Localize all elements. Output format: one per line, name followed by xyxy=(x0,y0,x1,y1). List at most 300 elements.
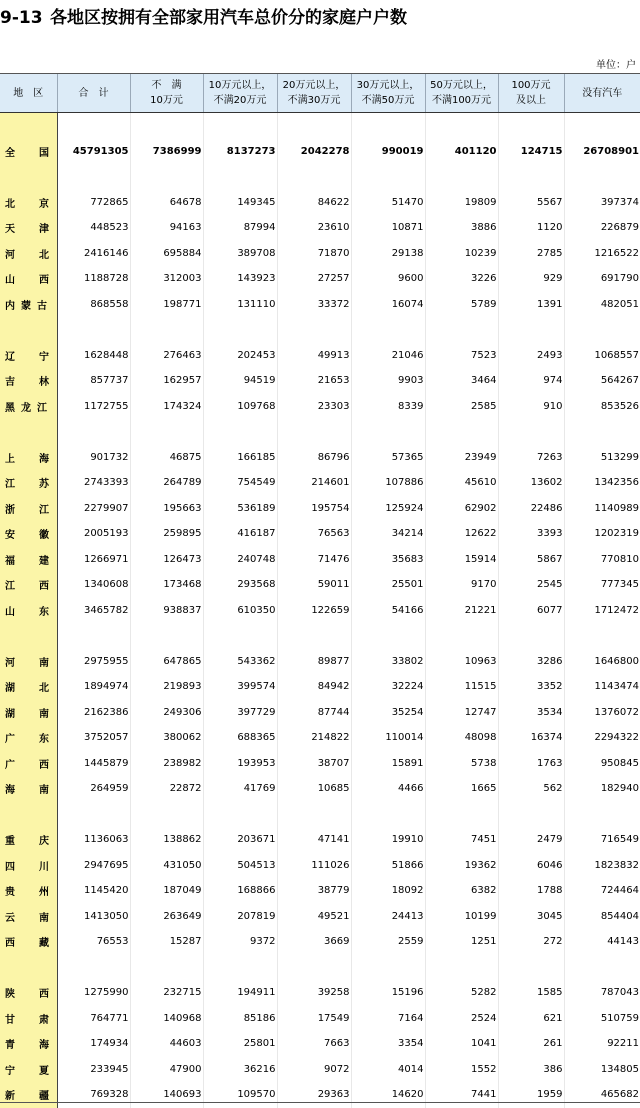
value-cell: 27257 xyxy=(277,266,351,292)
column-header xyxy=(57,74,130,113)
value-cell: 87744 xyxy=(277,700,351,726)
value-cell: 3045 xyxy=(498,904,564,930)
region-label: 天津 xyxy=(5,224,73,235)
value-cell: 203671 xyxy=(203,827,277,853)
value-cell: 22872 xyxy=(130,776,203,802)
region-name xyxy=(0,139,57,165)
region-label: 湖北 xyxy=(5,683,73,694)
region-name xyxy=(0,368,57,394)
value-cell: 9903 xyxy=(351,368,425,394)
value-cell: 15196 xyxy=(351,980,425,1006)
table-row xyxy=(0,445,640,471)
page-title xyxy=(0,3,407,28)
value-cell: 380062 xyxy=(130,725,203,751)
spacer-row xyxy=(0,955,640,981)
value-cell: 397374 xyxy=(564,190,640,216)
region-label: 江西 xyxy=(5,581,73,592)
value-cell: 219893 xyxy=(130,674,203,700)
value-cell: 240748 xyxy=(203,547,277,573)
value-cell: 47141 xyxy=(277,827,351,853)
table-bottom-rule xyxy=(0,1102,640,1103)
value-cell: 764771 xyxy=(57,1006,130,1032)
value-cell-empty xyxy=(130,802,203,828)
region-label: 辽宁 xyxy=(5,352,73,363)
value-cell-empty xyxy=(498,317,564,343)
region-label: 新疆 xyxy=(5,1091,73,1102)
value-cell: 85186 xyxy=(203,1006,277,1032)
value-cell: 32224 xyxy=(351,674,425,700)
region-label: 西藏 xyxy=(5,938,73,949)
value-cell-empty xyxy=(351,113,425,139)
value-cell-empty xyxy=(203,802,277,828)
value-cell: 125924 xyxy=(351,496,425,522)
value-cell: 15914 xyxy=(425,547,498,573)
value-cell: 226879 xyxy=(564,215,640,241)
value-cell: 8339 xyxy=(351,394,425,420)
value-cell: 149345 xyxy=(203,190,277,216)
value-cell-empty xyxy=(277,623,351,649)
value-cell: 6077 xyxy=(498,598,564,624)
region-label: 黑龙江 xyxy=(5,403,53,414)
region-name xyxy=(0,572,57,598)
table-row xyxy=(0,776,640,802)
value-cell: 5282 xyxy=(425,980,498,1006)
value-cell: 15891 xyxy=(351,751,425,777)
value-cell: 198771 xyxy=(130,292,203,318)
value-cell: 2479 xyxy=(498,827,564,853)
column-header-line1: 20万元以上， xyxy=(278,78,351,93)
spacer-row xyxy=(0,164,640,190)
column-header-line1: 不 满 xyxy=(131,78,203,93)
value-cell: 910 xyxy=(498,394,564,420)
value-cell: 1628448 xyxy=(57,343,130,369)
column-header xyxy=(351,74,425,113)
value-cell: 44143 xyxy=(564,929,640,955)
value-cell: 45791305 xyxy=(57,139,130,165)
value-cell: 510759 xyxy=(564,1006,640,1032)
region-name xyxy=(0,496,57,522)
region-name xyxy=(0,445,57,471)
region-label: 云南 xyxy=(5,913,73,924)
table-row xyxy=(0,1031,640,1057)
value-cell: 1251 xyxy=(425,929,498,955)
value-cell: 399574 xyxy=(203,674,277,700)
region-name xyxy=(0,598,57,624)
value-cell-empty xyxy=(351,317,425,343)
value-cell: 263649 xyxy=(130,904,203,930)
value-cell: 1068557 xyxy=(564,343,640,369)
table-number: 9-13 xyxy=(0,8,50,28)
value-cell: 1646800 xyxy=(564,649,640,675)
region-label: 吉林 xyxy=(5,377,73,388)
region-name xyxy=(0,725,57,751)
region-cell-empty xyxy=(0,955,57,981)
value-cell-empty xyxy=(351,802,425,828)
spacer-row xyxy=(0,317,640,343)
value-cell: 35254 xyxy=(351,700,425,726)
value-cell-empty xyxy=(130,955,203,981)
region-name xyxy=(0,470,57,496)
value-cell: 2559 xyxy=(351,929,425,955)
value-cell: 7663 xyxy=(277,1031,351,1057)
spacer-row xyxy=(0,802,640,828)
value-cell: 131110 xyxy=(203,292,277,318)
value-cell: 71870 xyxy=(277,241,351,267)
value-cell: 38779 xyxy=(277,878,351,904)
value-cell: 46875 xyxy=(130,445,203,471)
value-cell: 1342356 xyxy=(564,470,640,496)
region-cell-empty xyxy=(0,164,57,190)
value-cell: 1145420 xyxy=(57,878,130,904)
value-cell: 84942 xyxy=(277,674,351,700)
value-cell: 1376072 xyxy=(564,700,640,726)
value-cell: 1391 xyxy=(498,292,564,318)
region-name xyxy=(0,751,57,777)
table-row xyxy=(0,904,640,930)
value-cell: 431050 xyxy=(130,853,203,879)
table-row xyxy=(0,241,640,267)
table-title-text: 各地区按拥有全部家用汽车总价分的家庭户户数 xyxy=(50,8,407,28)
value-cell: 1172755 xyxy=(57,394,130,420)
value-cell-empty xyxy=(130,164,203,190)
value-cell-empty xyxy=(277,113,351,139)
value-cell-empty xyxy=(564,802,640,828)
value-cell: 272 xyxy=(498,929,564,955)
value-cell: 51866 xyxy=(351,853,425,879)
value-cell: 86796 xyxy=(277,445,351,471)
value-cell: 14620 xyxy=(351,1082,425,1108)
spacer-row xyxy=(0,623,640,649)
column-header xyxy=(0,74,57,113)
region-label: 河南 xyxy=(5,658,73,669)
value-cell: 2005193 xyxy=(57,521,130,547)
value-cell: 64678 xyxy=(130,190,203,216)
value-cell: 18092 xyxy=(351,878,425,904)
value-cell-empty xyxy=(498,623,564,649)
region-name xyxy=(0,904,57,930)
table-row xyxy=(0,470,640,496)
value-cell: 57365 xyxy=(351,445,425,471)
value-cell-empty xyxy=(57,955,130,981)
region-label: 四川 xyxy=(5,862,73,873)
value-cell: 2585 xyxy=(425,394,498,420)
value-cell: 1959 xyxy=(498,1082,564,1108)
value-cell: 202453 xyxy=(203,343,277,369)
value-cell: 13602 xyxy=(498,470,564,496)
value-cell: 23949 xyxy=(425,445,498,471)
region-label: 青海 xyxy=(5,1040,73,1051)
value-cell: 10685 xyxy=(277,776,351,802)
value-cell: 3286 xyxy=(498,649,564,675)
value-cell-empty xyxy=(130,419,203,445)
value-cell: 2042278 xyxy=(277,139,351,165)
table-row xyxy=(0,980,640,1006)
value-cell: 29138 xyxy=(351,241,425,267)
spacer-row xyxy=(0,113,640,139)
value-cell: 33802 xyxy=(351,649,425,675)
region-name xyxy=(0,547,57,573)
value-cell: 2162386 xyxy=(57,700,130,726)
value-cell: 2947695 xyxy=(57,853,130,879)
value-cell: 138862 xyxy=(130,827,203,853)
value-cell: 1552 xyxy=(425,1057,498,1083)
value-cell: 87994 xyxy=(203,215,277,241)
value-cell-empty xyxy=(564,955,640,981)
region-label: 江苏 xyxy=(5,479,73,490)
value-cell: 12622 xyxy=(425,521,498,547)
value-cell: 777345 xyxy=(564,572,640,598)
value-cell: 1136063 xyxy=(57,827,130,853)
table-row xyxy=(0,343,640,369)
region-label: 山西 xyxy=(5,275,73,286)
value-cell: 2279907 xyxy=(57,496,130,522)
value-cell: 21221 xyxy=(425,598,498,624)
value-cell: 49913 xyxy=(277,343,351,369)
value-cell: 929 xyxy=(498,266,564,292)
value-cell-empty xyxy=(425,317,498,343)
region-label: 陕西 xyxy=(5,989,73,1000)
value-cell: 195663 xyxy=(130,496,203,522)
value-cell: 134805 xyxy=(564,1057,640,1083)
value-cell-empty xyxy=(498,802,564,828)
table-row xyxy=(0,1006,640,1032)
region-name xyxy=(0,674,57,700)
region-cell-empty xyxy=(0,802,57,828)
value-cell: 16074 xyxy=(351,292,425,318)
region-name xyxy=(0,241,57,267)
column-header-line1: 50万元以上， xyxy=(426,78,498,93)
column-header-line1: 10万元以上， xyxy=(204,78,277,93)
value-cell-empty xyxy=(130,113,203,139)
region-label: 宁夏 xyxy=(5,1066,73,1077)
value-cell-empty xyxy=(57,802,130,828)
value-cell: 389708 xyxy=(203,241,277,267)
value-cell-empty xyxy=(277,317,351,343)
value-cell: 465682 xyxy=(564,1082,640,1108)
value-cell: 23610 xyxy=(277,215,351,241)
region-name xyxy=(0,1031,57,1057)
region-label: 全国 xyxy=(5,148,73,159)
value-cell-empty xyxy=(564,419,640,445)
value-cell: 504513 xyxy=(203,853,277,879)
value-cell: 62902 xyxy=(425,496,498,522)
value-cell: 10199 xyxy=(425,904,498,930)
table-row xyxy=(0,929,640,955)
value-cell: 7386999 xyxy=(130,139,203,165)
value-cell: 1823832 xyxy=(564,853,640,879)
value-cell: 1120 xyxy=(498,215,564,241)
column-header xyxy=(564,74,640,113)
value-cell: 174934 xyxy=(57,1031,130,1057)
region-label: 广东 xyxy=(5,734,73,745)
region-name xyxy=(0,649,57,675)
value-cell: 772865 xyxy=(57,190,130,216)
region-cell-empty xyxy=(0,113,57,139)
value-cell: 695884 xyxy=(130,241,203,267)
region-name xyxy=(0,394,57,420)
value-cell: 2785 xyxy=(498,241,564,267)
data-table xyxy=(0,74,640,1108)
value-cell: 2975955 xyxy=(57,649,130,675)
value-cell-empty xyxy=(425,419,498,445)
value-cell: 1413050 xyxy=(57,904,130,930)
value-cell: 7441 xyxy=(425,1082,498,1108)
value-cell: 94519 xyxy=(203,368,277,394)
value-cell: 23303 xyxy=(277,394,351,420)
value-cell: 22486 xyxy=(498,496,564,522)
total-row xyxy=(0,139,640,165)
value-cell: 1340608 xyxy=(57,572,130,598)
region-name xyxy=(0,853,57,879)
value-cell: 84622 xyxy=(277,190,351,216)
value-cell: 26708901 xyxy=(564,139,640,165)
value-cell: 124715 xyxy=(498,139,564,165)
value-cell: 33372 xyxy=(277,292,351,318)
table-row xyxy=(0,725,640,751)
value-cell-empty xyxy=(203,317,277,343)
value-cell-empty xyxy=(130,317,203,343)
value-cell: 15287 xyxy=(130,929,203,955)
value-cell: 19809 xyxy=(425,190,498,216)
value-cell: 716549 xyxy=(564,827,640,853)
value-cell: 990019 xyxy=(351,139,425,165)
value-cell-empty xyxy=(564,164,640,190)
region-name xyxy=(0,343,57,369)
value-cell-empty xyxy=(57,164,130,190)
value-cell: 1665 xyxy=(425,776,498,802)
value-cell: 71476 xyxy=(277,547,351,573)
table-header-row xyxy=(0,74,640,113)
value-cell-empty xyxy=(277,164,351,190)
value-cell: 3669 xyxy=(277,929,351,955)
value-cell: 950845 xyxy=(564,751,640,777)
value-cell: 1763 xyxy=(498,751,564,777)
value-cell: 17549 xyxy=(277,1006,351,1032)
region-name xyxy=(0,776,57,802)
value-cell: 688365 xyxy=(203,725,277,751)
value-cell-empty xyxy=(203,419,277,445)
region-label: 海南 xyxy=(5,785,73,796)
value-cell-empty xyxy=(498,164,564,190)
value-cell-empty xyxy=(351,955,425,981)
value-cell: 107886 xyxy=(351,470,425,496)
value-cell: 1585 xyxy=(498,980,564,1006)
region-name xyxy=(0,521,57,547)
value-cell: 25801 xyxy=(203,1031,277,1057)
region-cell-empty xyxy=(0,623,57,649)
value-cell: 259895 xyxy=(130,521,203,547)
table-row xyxy=(0,572,640,598)
value-cell-empty xyxy=(425,623,498,649)
value-cell: 41769 xyxy=(203,776,277,802)
value-cell-empty xyxy=(498,113,564,139)
table-row xyxy=(0,878,640,904)
value-cell-empty xyxy=(57,419,130,445)
value-cell: 1275990 xyxy=(57,980,130,1006)
value-cell-empty xyxy=(277,802,351,828)
table-row xyxy=(0,598,640,624)
value-cell: 5789 xyxy=(425,292,498,318)
value-cell-empty xyxy=(277,419,351,445)
value-cell: 3352 xyxy=(498,674,564,700)
region-name xyxy=(0,215,57,241)
value-cell: 76553 xyxy=(57,929,130,955)
column-header xyxy=(130,74,203,113)
value-cell: 24413 xyxy=(351,904,425,930)
region-label: 甘肃 xyxy=(5,1015,73,1026)
value-cell: 194911 xyxy=(203,980,277,1006)
value-cell-empty xyxy=(425,113,498,139)
value-cell: 51470 xyxy=(351,190,425,216)
value-cell-empty xyxy=(57,317,130,343)
value-cell: 109570 xyxy=(203,1082,277,1108)
column-header xyxy=(498,74,564,113)
value-cell: 536189 xyxy=(203,496,277,522)
region-name xyxy=(0,266,57,292)
value-cell: 386 xyxy=(498,1057,564,1083)
value-cell: 1143474 xyxy=(564,674,640,700)
value-cell: 122659 xyxy=(277,598,351,624)
value-cell-empty xyxy=(425,802,498,828)
value-cell: 397729 xyxy=(203,700,277,726)
unit-label: 单位：户 xyxy=(596,56,636,71)
value-cell: 543362 xyxy=(203,649,277,675)
column-header-line2: 及以上 xyxy=(499,93,564,108)
value-cell: 1188728 xyxy=(57,266,130,292)
value-cell: 6046 xyxy=(498,853,564,879)
value-cell: 3354 xyxy=(351,1031,425,1057)
value-cell-empty xyxy=(564,317,640,343)
value-cell: 4014 xyxy=(351,1057,425,1083)
column-header-line2: 不满100万元 xyxy=(426,93,498,108)
value-cell: 2294322 xyxy=(564,725,640,751)
region-label: 安徽 xyxy=(5,530,73,541)
value-cell: 724464 xyxy=(564,878,640,904)
column-header-line2: 10万元 xyxy=(131,93,203,108)
value-cell: 564267 xyxy=(564,368,640,394)
value-cell: 7263 xyxy=(498,445,564,471)
region-name xyxy=(0,700,57,726)
value-cell: 34214 xyxy=(351,521,425,547)
value-cell: 3465782 xyxy=(57,598,130,624)
value-cell: 513299 xyxy=(564,445,640,471)
value-cell: 140693 xyxy=(130,1082,203,1108)
value-cell: 787043 xyxy=(564,980,640,1006)
value-cell: 293568 xyxy=(203,572,277,598)
value-cell: 3393 xyxy=(498,521,564,547)
table-row xyxy=(0,827,640,853)
value-cell: 174324 xyxy=(130,394,203,420)
value-cell: 143923 xyxy=(203,266,277,292)
value-cell: 3886 xyxy=(425,215,498,241)
region-name xyxy=(0,1082,57,1108)
region-name xyxy=(0,980,57,1006)
region-name xyxy=(0,827,57,853)
value-cell: 312003 xyxy=(130,266,203,292)
value-cell: 857737 xyxy=(57,368,130,394)
value-cell: 1712472 xyxy=(564,598,640,624)
value-cell: 126473 xyxy=(130,547,203,573)
value-cell: 1216522 xyxy=(564,241,640,267)
region-cell-empty xyxy=(0,317,57,343)
region-label: 重庆 xyxy=(5,836,73,847)
column-header-line1: 100万元 xyxy=(499,78,564,93)
region-name xyxy=(0,878,57,904)
value-cell: 621 xyxy=(498,1006,564,1032)
column-header-line2: 不满30万元 xyxy=(278,93,351,108)
column-header-line1: 30万元以上， xyxy=(352,78,425,93)
value-cell: 21046 xyxy=(351,343,425,369)
